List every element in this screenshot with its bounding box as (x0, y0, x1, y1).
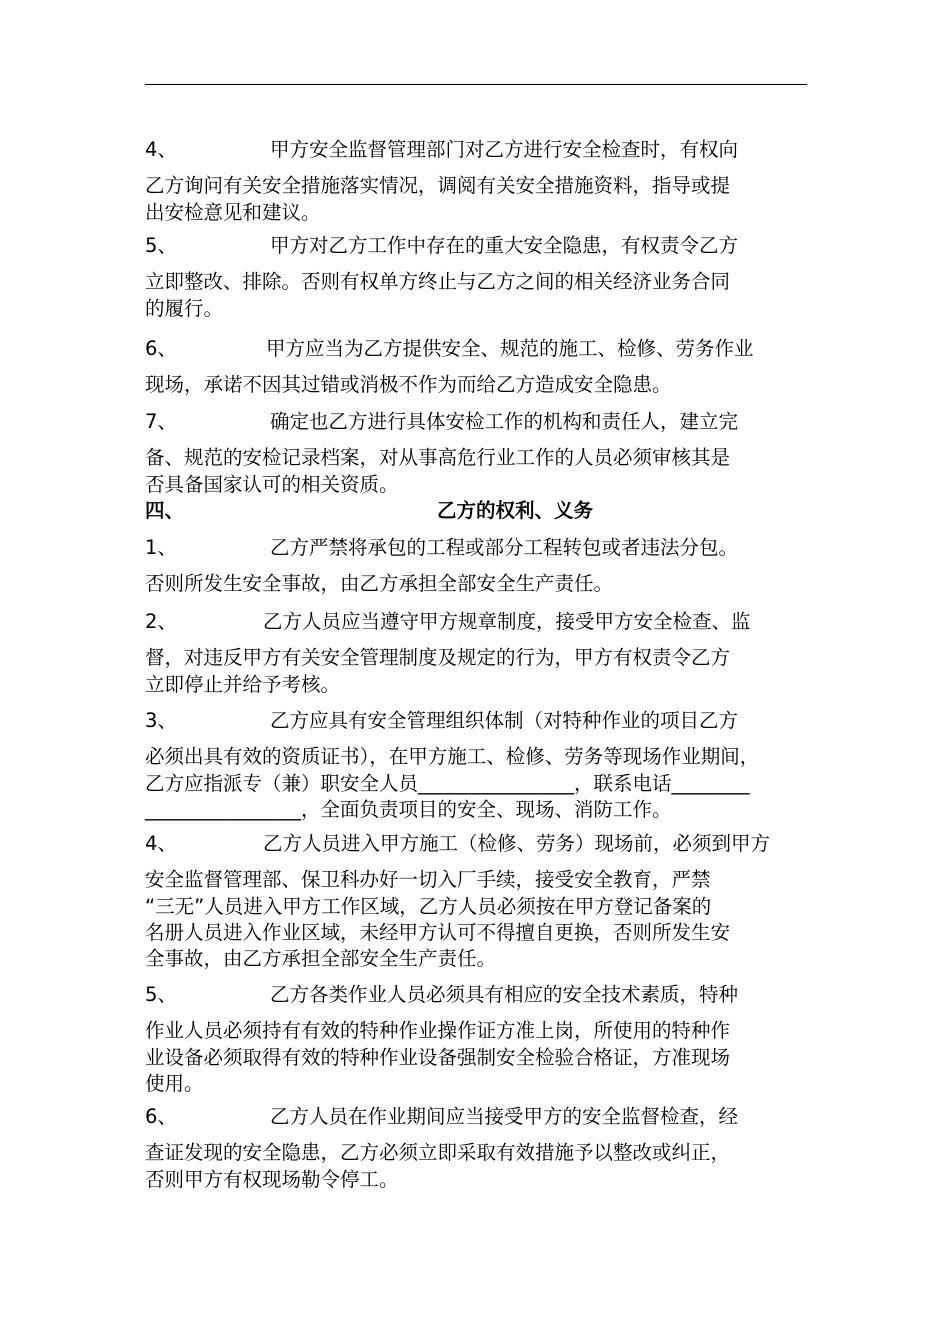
item-line: ________________，全面负责项目的安全、现场、消防工作。 (145, 798, 672, 821)
item-line: 名册人员进入作业区域，未经甲方认可不得擅自更换，否则所发生安 (145, 921, 731, 944)
item-line: 业设备必须取得有效的特种作业设备强制安全检验合格证，方准现场 (145, 1046, 731, 1069)
item-line: 出安检意见和建议。 (145, 201, 321, 224)
header-rule (145, 84, 807, 85)
item-line: 乙方人员进入甲方施工（检修、劳务）现场前，必须到甲方 (263, 832, 771, 855)
section-number: 四、 (145, 499, 185, 522)
item-line: 乙方各类作业人员必须具有相应的安全技术素质，特种 (270, 983, 739, 1006)
item-number: 2、 (145, 610, 177, 633)
item-line: 安全监督管理部、保卫科办好一切入厂手续，接受安全教育，严禁 (145, 868, 711, 891)
item-line: 查证发现的安全隐患，乙方必须立即采取有效措施予以整改或纠正， (145, 1141, 731, 1164)
item-line: 甲方安全监督管理部门对乙方进行安全检查时，有权向 (270, 138, 739, 161)
item-line: 否则甲方有权现场勒令停工。 (145, 1168, 399, 1191)
item-line: 使用。 (145, 1072, 204, 1095)
item-number: 5、 (145, 234, 177, 257)
item-line: 乙方严禁将承包的工程或部分工程转包或者违法分包。 (270, 536, 739, 559)
item-line: 乙方询问有关安全措施落实情况，调阅有关安全措施资料，指导或提 (145, 174, 731, 197)
item-line: 确定也乙方进行具体安检工作的机构和责任人，建立完 (270, 410, 739, 433)
item-line: 甲方应当为乙方提供安全、规范的施工、检修、劳务作业 (266, 337, 754, 360)
item-line: 乙方应具有安全管理组织体制（对特种作业的项目乙方 (270, 709, 739, 732)
item-line: 备、规范的安检记录档案，对从事高危行业工作的人员必须审核其是 (145, 446, 731, 469)
item-line: 必须出具有效的资质证书），在甲方施工、检修、劳务等现场作业期间， (145, 745, 760, 768)
item-line: 全事故，由乙方承担全部安全生产责任。 (145, 947, 497, 970)
item-line: 甲方对乙方工作中存在的重大安全隐患，有权责令乙方 (270, 234, 739, 257)
item-number: 4、 (145, 832, 177, 855)
item-number: 3、 (145, 709, 177, 732)
item-line: 乙方人员应当遵守甲方规章制度，接受甲方安全检查、监 (263, 610, 751, 633)
item-number: 6、 (145, 1105, 177, 1128)
item-line: 作业人员必须持有有效的特种作业操作证方准上岗，所使用的特种作 (145, 1019, 731, 1042)
item-line: “三无”人员进入甲方工作区域，乙方人员必须按在甲方登记备案的 (145, 895, 712, 918)
item-line: 乙方应指派专（兼）职安全人员________________，联系电话________ (145, 772, 750, 795)
item-line: 否具备国家认可的相关资质。 (145, 473, 399, 496)
item-line: 的履行。 (145, 297, 224, 320)
item-line: 现场，承诺不因其过错或消极不作为而给乙方造成安全隐患。 (145, 373, 672, 396)
item-number: 1、 (145, 536, 177, 559)
section-title: 乙方的权利、义务 (437, 499, 594, 522)
item-line: 立即整改、排除。否则有权单方终止与乙方之间的相关经济业务合同 (145, 270, 731, 293)
item-number: 7、 (145, 410, 177, 433)
item-line: 督，对违反甲方有关安全管理制度及规定的行为，甲方有权责令乙方 (145, 646, 731, 669)
item-number: 5、 (145, 983, 177, 1006)
item-line: 乙方人员在作业期间应当接受甲方的安全监督检查，经 (270, 1105, 739, 1128)
item-line: 否则所发生安全事故，由乙方承担全部安全生产责任。 (145, 572, 614, 595)
item-line: 立即停止并给予考核。 (145, 673, 341, 696)
item-number: 6、 (145, 337, 177, 360)
item-number: 4、 (145, 138, 177, 161)
